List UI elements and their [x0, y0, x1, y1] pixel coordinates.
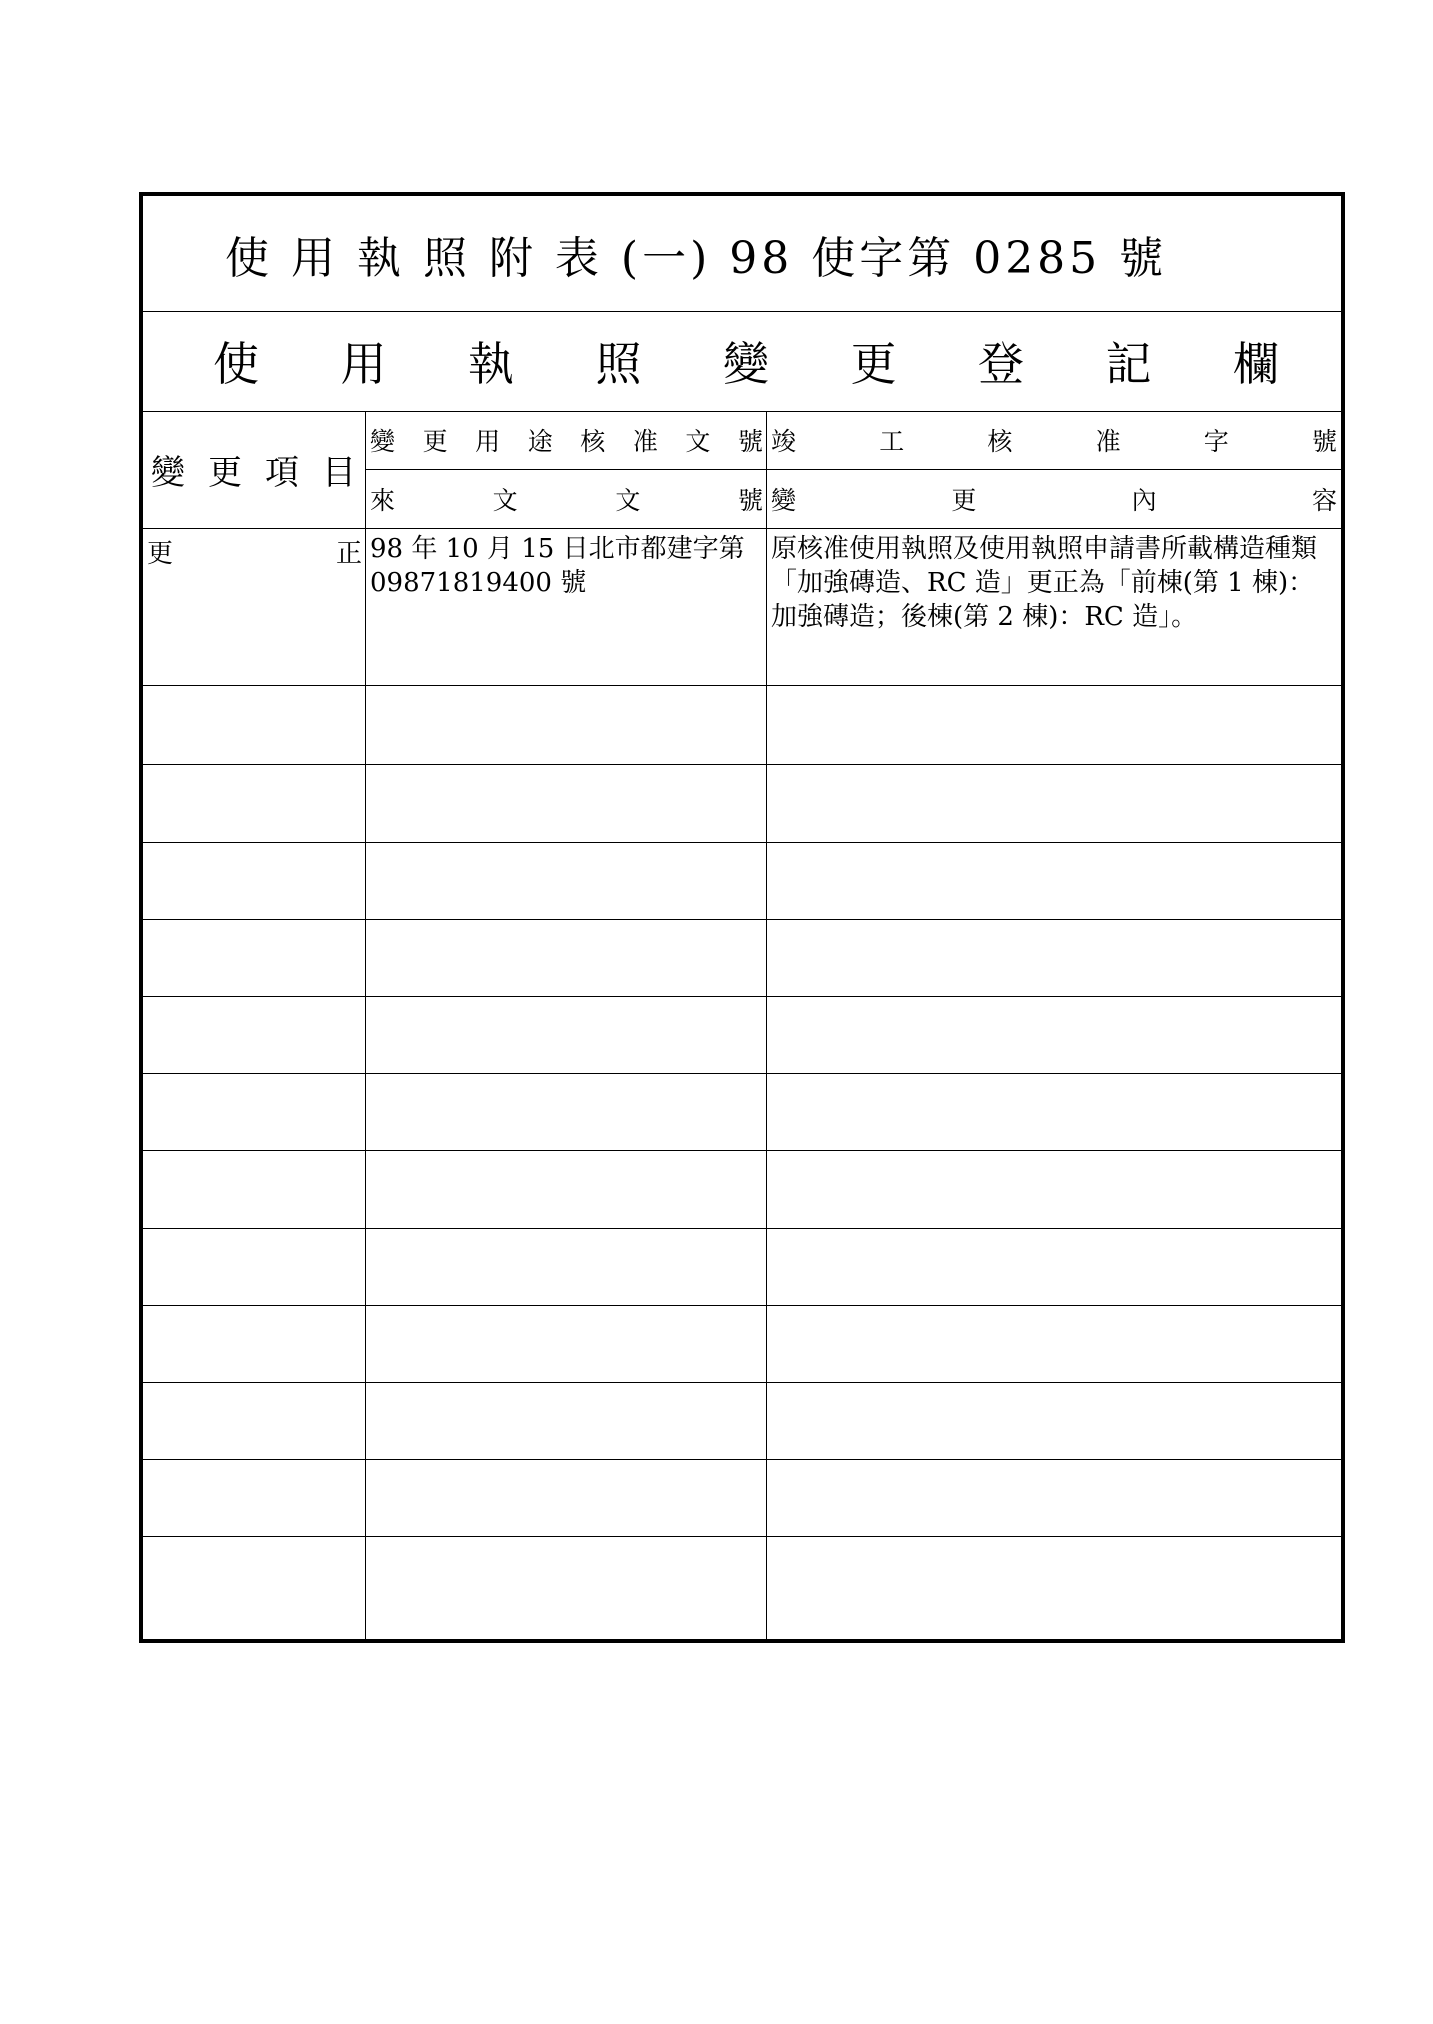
approval-doc-header-char-6: 文: [685, 427, 711, 456]
row-line-4: [143, 996, 1341, 997]
approval-doc-header-char-5: 准: [632, 427, 658, 456]
approval-doc-header-char-1: 更: [422, 427, 448, 456]
section-heading-char-4: 變: [723, 337, 769, 391]
row-line-6: [143, 1150, 1341, 1151]
section-heading-char-3: 照: [595, 337, 642, 391]
incoming-doc-header-char-2: 文: [615, 485, 641, 515]
change-content-header-char-2: 內: [1131, 485, 1157, 515]
completion-approval-header: [767, 411, 1341, 469]
completion-approval-header-char-4: 字: [1203, 427, 1229, 456]
row-line-5: [143, 1073, 1341, 1074]
license-attachment-form: [139, 192, 1345, 1643]
incoming-doc-header: [366, 469, 767, 528]
row-line-3: [143, 919, 1341, 920]
section-heading-char-8: 欄: [1233, 337, 1279, 391]
approval-doc-header-char-0: 變: [370, 427, 396, 456]
incoming-doc-header-char-1: 文: [492, 485, 518, 515]
approval-doc-header-char-4: 核: [580, 427, 606, 456]
approval-doc-header-char-2: 用: [475, 427, 501, 456]
row-line-2: [143, 842, 1341, 843]
section-heading-char-2: 執: [468, 337, 514, 391]
entry-change-item-char-0: 更: [147, 538, 174, 569]
completion-approval-header-char-3: 准: [1095, 427, 1121, 456]
section-heading-char-5: 更: [850, 337, 897, 391]
section-heading: [213, 311, 1279, 411]
section-heading-row: [143, 311, 1341, 412]
row-line-10: [143, 1459, 1341, 1460]
change-item-header-char-3: 目: [322, 453, 356, 493]
row-line-8: [143, 1305, 1341, 1306]
row-line-11: [143, 1536, 1341, 1537]
section-heading-char-6: 登: [978, 337, 1024, 391]
change-content-header-char-3: 容: [1311, 485, 1337, 515]
approval-doc-header-char-7: 號: [737, 427, 763, 456]
completion-approval-header-char-5: 號: [1311, 427, 1337, 456]
change-content-header-char-0: 變: [771, 485, 797, 515]
change-item-header-char-0: 變: [151, 453, 185, 493]
entry-change-item: [143, 528, 366, 574]
section-heading-char-1: 用: [340, 337, 387, 391]
completion-approval-header-char-2: 核: [987, 427, 1013, 456]
change-content-header: [767, 469, 1341, 528]
incoming-doc-header-char-0: 來: [370, 485, 396, 515]
form-title-row: [143, 196, 1341, 312]
change-item-header-char-1: 更: [208, 453, 242, 493]
section-heading-char-7: 記: [1105, 337, 1152, 391]
row-line-1: [143, 764, 1341, 765]
change-content-header-char-1: 更: [951, 485, 977, 515]
header-bottom-line: [143, 528, 1341, 529]
entry-change-item-char-1: 正: [335, 538, 362, 569]
entry-change-content: 原核准使用執照及使用執照申請書所載構造種類「加強磚造、RC 造」更正為「前棟(第 1 棟)：加強磚造；後棟(第 2 棟)：RC 造」。: [771, 534, 1318, 632]
incoming-doc-header-char-3: 號: [737, 485, 763, 515]
column-divider-2: [766, 411, 767, 1639]
completion-approval-header-char-1: 工: [879, 427, 905, 456]
row-line-9: [143, 1382, 1341, 1383]
completion-approval-header-char-0: 竣: [771, 427, 797, 456]
change-item-header: [143, 411, 366, 528]
header-divider: [366, 469, 1341, 470]
entry-doc-number: 98 年 10 月 15 日北市都建字第 09871819400 號: [370, 534, 745, 598]
column-divider-1: [365, 411, 366, 1639]
row-line-0: [143, 685, 1341, 686]
approval-doc-header: [366, 411, 767, 469]
row-line-7: [143, 1228, 1341, 1229]
change-item-header-char-2: 項: [265, 453, 299, 493]
approval-doc-header-char-3: 途: [527, 427, 553, 456]
form-title: 使 用 執 照 附 表 (一) 98 使字第 0285 號: [225, 232, 1168, 284]
section-heading-char-0: 使: [213, 337, 259, 391]
